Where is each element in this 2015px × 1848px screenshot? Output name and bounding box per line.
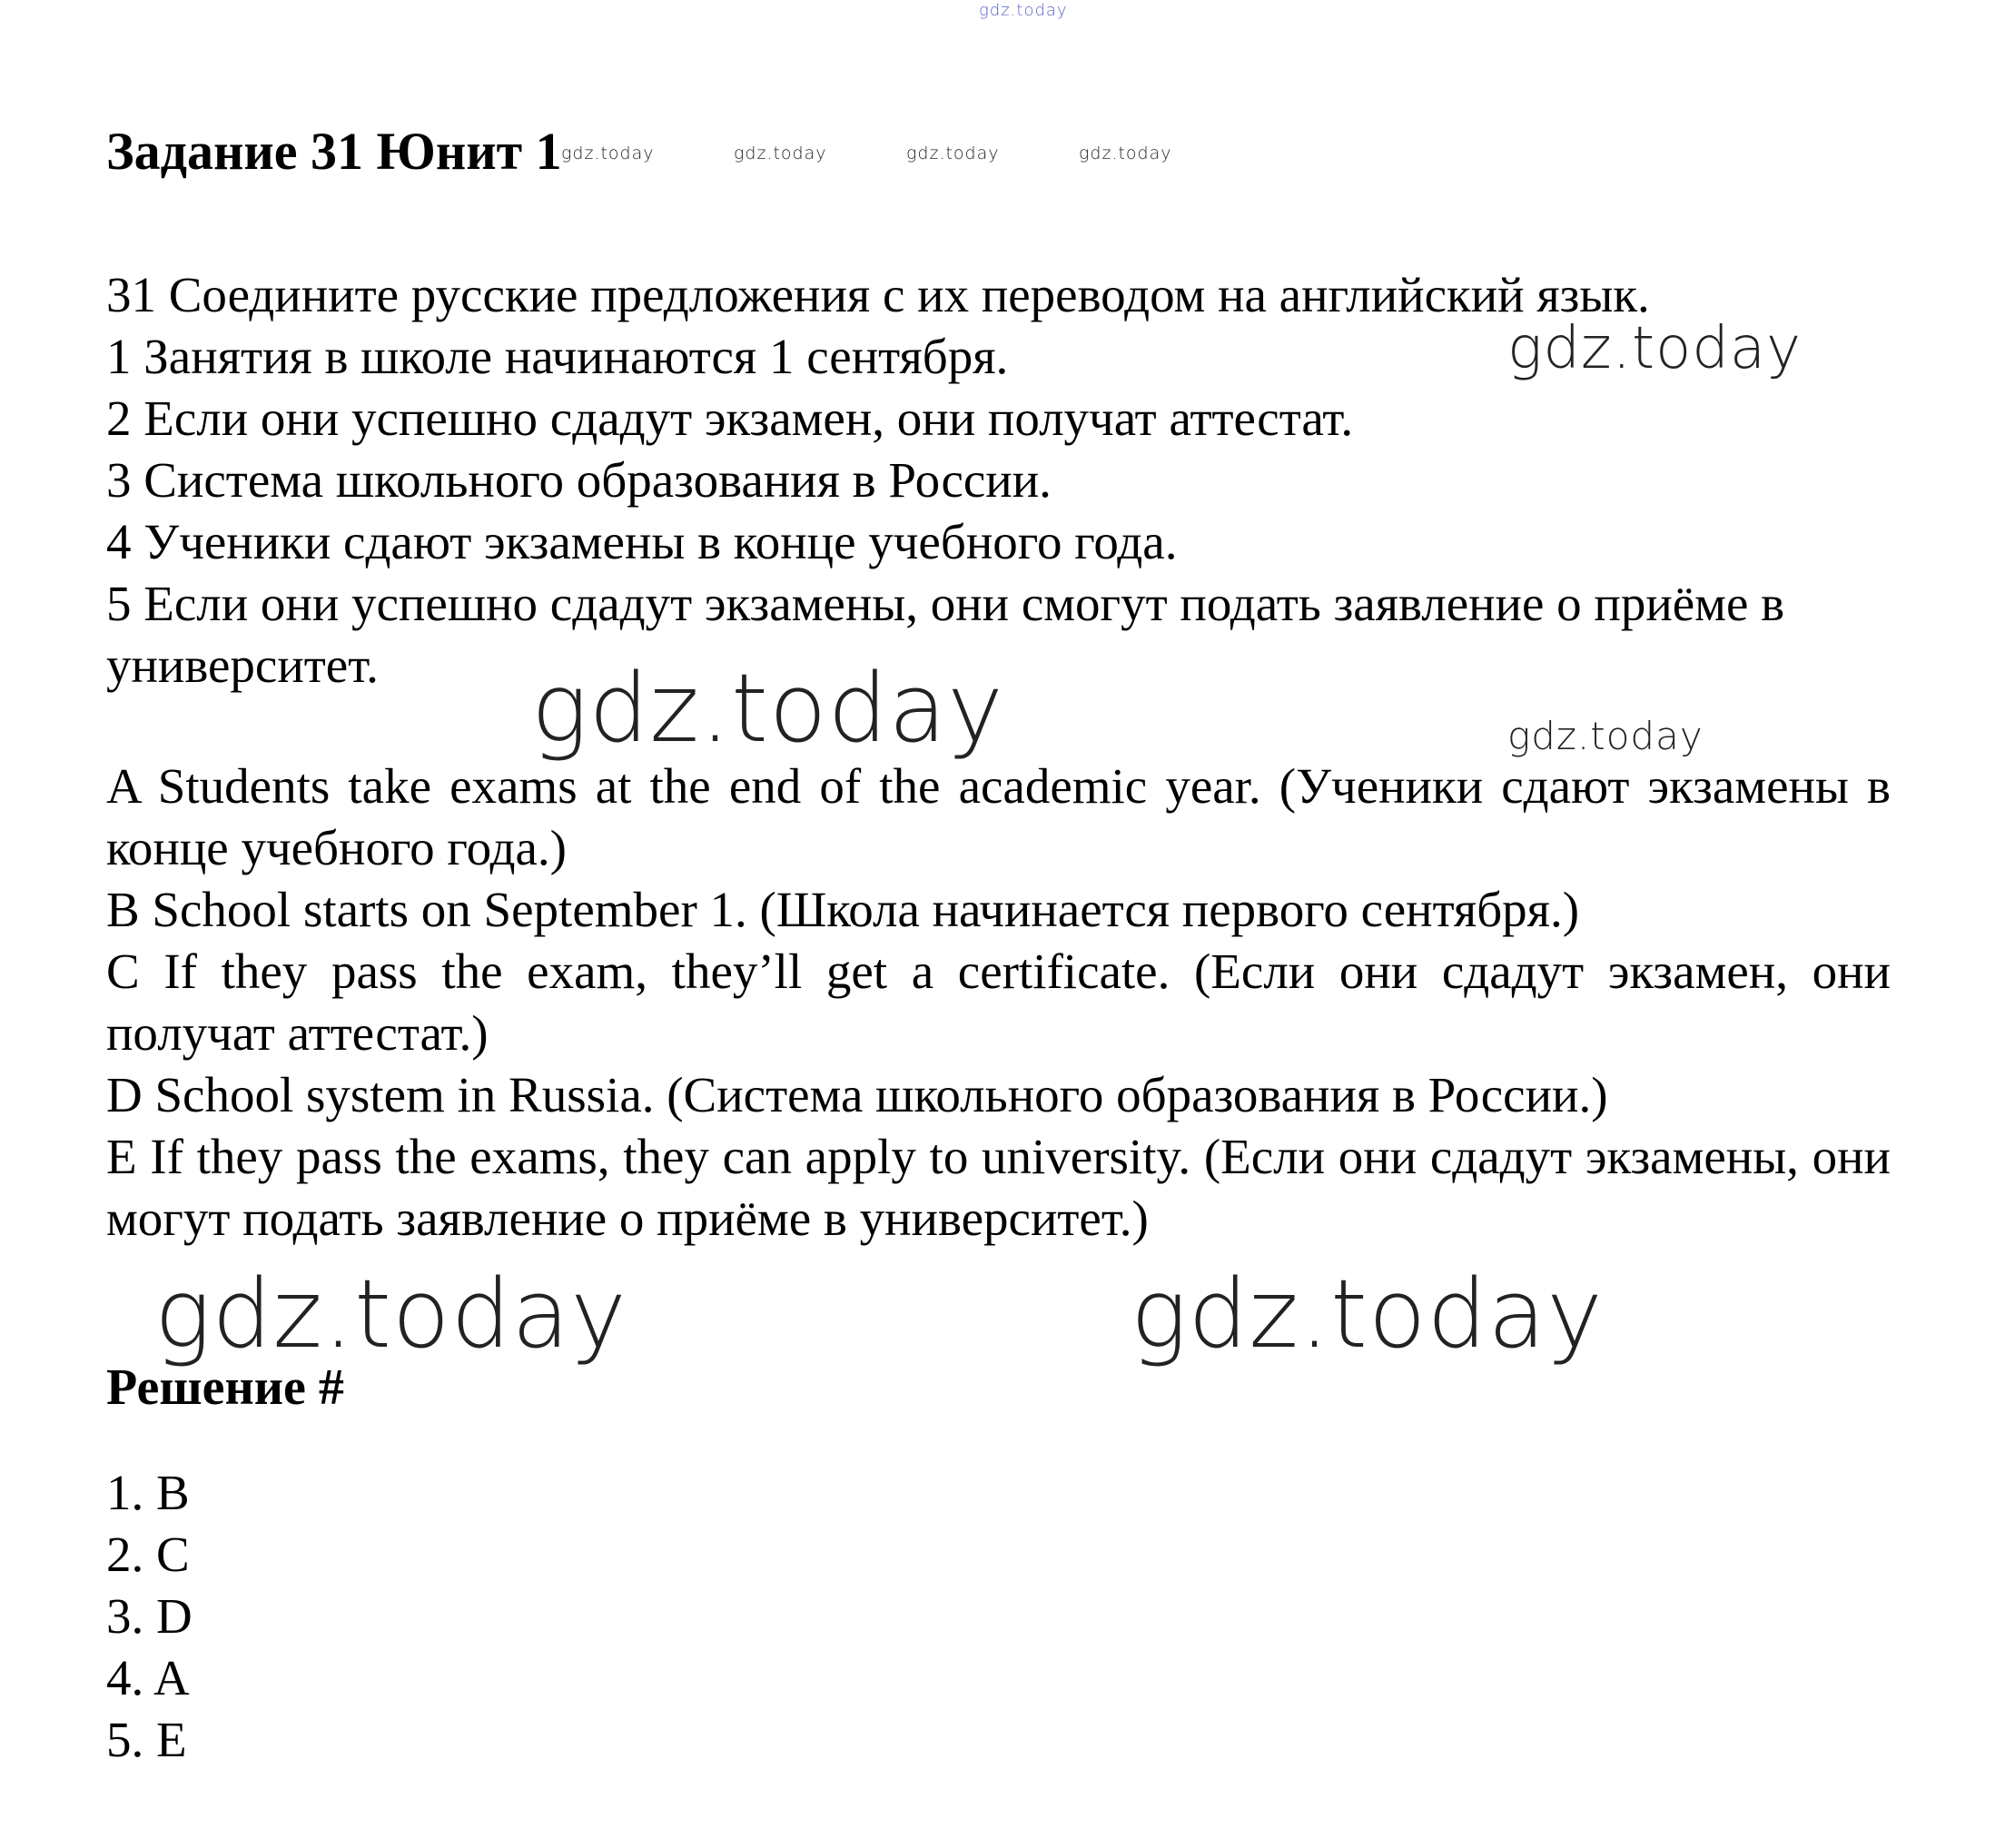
task-item: 2 Если они успешно сдадут экзамен, они получат аттестат. — [106, 390, 1354, 446]
solution-title: Решение # — [106, 1359, 344, 1416]
watermark: gdz.today — [906, 143, 1000, 163]
solution-item: 5. E — [106, 1712, 187, 1767]
solution-item: 4. A — [106, 1650, 190, 1705]
solution-list — [106, 1462, 193, 1771]
solution-item: 3. D — [106, 1588, 193, 1644]
answer-option: A Students take exams at the end of the academic year. (Ученики сдают экзамены в конце учебного года.) — [106, 758, 1891, 875]
task-item: 3 Система школьного образования в России. — [106, 452, 1052, 508]
watermark: gdz.today — [734, 143, 827, 163]
answer-option: B School starts on September 1. (Школа начинается первого сентября.) — [106, 882, 1580, 937]
task-item: 5 Если они успешно сдадут экзамены, они смогут подать заявление о приёме в университет. — [106, 576, 1785, 693]
watermark: gdz.today — [1507, 315, 1802, 382]
watermark: gdz.today — [1507, 714, 1704, 758]
page-title: Задание 31 Юнит 1 — [106, 122, 562, 181]
watermark: gdz.today — [561, 143, 655, 163]
task-item: 4 Ученики сдают экзамены в конце учебного года. — [106, 514, 1178, 569]
answer-option: E If they pass the exams, they can apply to university. (Если они сдадут экзамены, они могут подать заявление о приёме в университет.) — [106, 1129, 1891, 1246]
solution-item: 2. C — [106, 1527, 190, 1582]
answer-options — [106, 756, 1891, 1250]
task-item: 1 Занятия в школе начинаются 1 сентября. — [106, 329, 1009, 384]
watermark: gdz.today — [531, 653, 1004, 764]
watermark: gdz.today — [1131, 1259, 1604, 1369]
solution-item: 1. B — [106, 1465, 190, 1520]
watermark: gdz.today — [154, 1259, 627, 1369]
task-instruction: 31 Соедините русские предложения с их переводом на английский язык. — [106, 267, 1650, 322]
watermark: gdz.today — [1079, 143, 1172, 163]
watermark: gdz.today — [979, 1, 1068, 20]
answer-option: C If they pass the exam, they’ll get a certificate. (Если они сдадут экзамен, они получат аттестат.) — [106, 944, 1891, 1061]
answer-option: D School system in Russia. (Система школьного образования в России.) — [106, 1067, 1608, 1122]
